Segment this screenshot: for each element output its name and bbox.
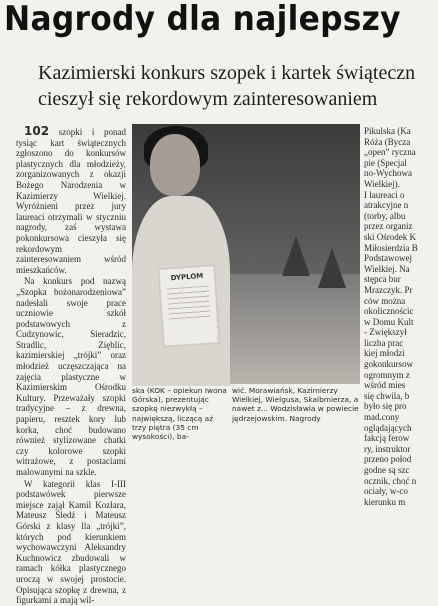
right-column-line: (torby, albu [364, 210, 406, 221]
nativity-display [228, 274, 360, 384]
right-column-line: Wielkiej. Na [364, 263, 410, 274]
right-column-line: Róża (Bycza [364, 136, 411, 147]
diploma-title: DYPLOM [170, 271, 204, 283]
article-headline: Nagrody dla najlepszy [4, 0, 401, 39]
right-column-line: ry, instruktor [364, 443, 411, 454]
right-column-line: mad.cony [364, 412, 400, 423]
left-text-column [16, 124, 127, 606]
article-deck [38, 60, 438, 112]
nativity-figure [282, 236, 310, 276]
right-column-line: no-Wychowa [364, 168, 412, 179]
right-column-line: Miłosierdzia B [364, 242, 418, 253]
right-column-line: ocznik, choć n [364, 475, 417, 486]
right-column-line: oglądających [364, 422, 412, 433]
right-column-line: - Zwiększył [364, 327, 407, 338]
right-text-column [364, 126, 428, 507]
right-column-line: atrakcyjne n [364, 200, 409, 211]
right-column-line: I laureaci o [364, 189, 405, 200]
right-column-line: Wielkiej). [364, 178, 400, 189]
right-column-line: liczba prac [364, 337, 404, 348]
photo-credit: Fot. Z. Ziółko [216, 307, 222, 340]
right-column-line: gokonkursow [364, 359, 413, 370]
right-column-line: się chwila, b [364, 390, 410, 401]
deck-line-1: Kazimierski konkurs szopek i kartek świąteczn [38, 62, 416, 84]
right-column-line: ców można [364, 295, 406, 306]
right-column-line: ogromnym z [364, 369, 410, 380]
right-column-line: Mrazczyk. Pr [364, 284, 413, 295]
right-column-line: przez organiz [364, 221, 413, 232]
paragraph-2: Na konkurs pod nazwą „Szopka bożonarodzeniowa” nadesłali swoje prace uczniowie szkół podstawowych z Cudzynowic, Sieradzic, Stradlic, Zięblic, kazimierskiej „trójki” oraz młodzież uczęszczająca na zajęcia plastyczne w Kazimierskim Ośrodku Kultury. Przeważały szopki tradycyjne – z drewna, papieru, resztek kory lub korka, choć budowano również stylizowane chatki czy kolorowe szopki witrażowe, z postaciami malowanymi na szkle. [16, 276, 126, 477]
paragraph-3: W kategorii klas I-III podstawówek pierwsze miejsce zajął Kamil Kozłara, Mateusz Śledź i Mateusz Górski z klasy lla „trójki”, których pod kierunkiem wychowawczyni Aleksandry Kuchnowicz zbudowali w ramach kółka plastycznego uroczą w swojej prostocie. Opisująca szopkę z drewna, z figurkami a mają wil- [16, 478, 126, 606]
diploma [157, 264, 220, 348]
right-column-line: ski Ośrodek K [364, 231, 416, 242]
lead-number: 102 [24, 124, 50, 138]
right-column-line: okolicznościc [364, 306, 414, 317]
caption-right: wić. Morawiańsk, Kazimierzy Wielkiej, Wielgusa, Skalbmierza, a nawet z... Wodzisławia w powiecie jędrzejowskim. Nagrody [232, 386, 359, 423]
right-column-line: kierunku m [364, 496, 406, 507]
right-column-line: „open” ryczna [364, 147, 416, 158]
right-column-line: ociały, w-co [364, 486, 408, 497]
deck-line-2: cieszył się rekordowym zainteresowaniem [38, 88, 378, 110]
right-column-line: fakcją ferow [364, 433, 410, 444]
right-column-line: kiej młodzi [364, 348, 405, 359]
right-column-line: Pikulska (Ka [364, 126, 411, 136]
right-column-line: godne są szc [364, 465, 410, 475]
lead-paragraph-text: szopki i ponad tysiąc kart świątecznych zgłoszono do konkursów plastycznych dla młodzieży, zorganizowanych z okazji Bożego Narodzenia w Kazimierzy Wielkiej. Wyróżnieni przez jury laureaci otrzymali w styczniu nagrody, zaś wystawa pokonkursowa cieszyła się rekordowym zainteresowaniem wśród mieszkańców. [16, 127, 127, 275]
right-column-line: stępca bur [364, 274, 401, 285]
lead-paragraph [16, 126, 126, 275]
right-column-line: przeno połod [364, 454, 412, 465]
right-column-line: pie (Specjal [364, 157, 407, 168]
right-column-line: Podstawowej [364, 253, 412, 264]
diploma-text-lines [167, 286, 211, 323]
right-column-line: było się pro [364, 401, 407, 412]
right-column-line: w Domu Kult [364, 316, 414, 327]
nativity-figure [318, 248, 346, 288]
student-face [150, 134, 200, 196]
caption-left: ska (KOK – opiekun Iwona Górska), prezentując szopkę niezwykłą – największą, liczącą aż trzy piętra (35 cm wysokości), ba- [132, 386, 227, 442]
right-column-line: wśród mies [364, 380, 406, 391]
